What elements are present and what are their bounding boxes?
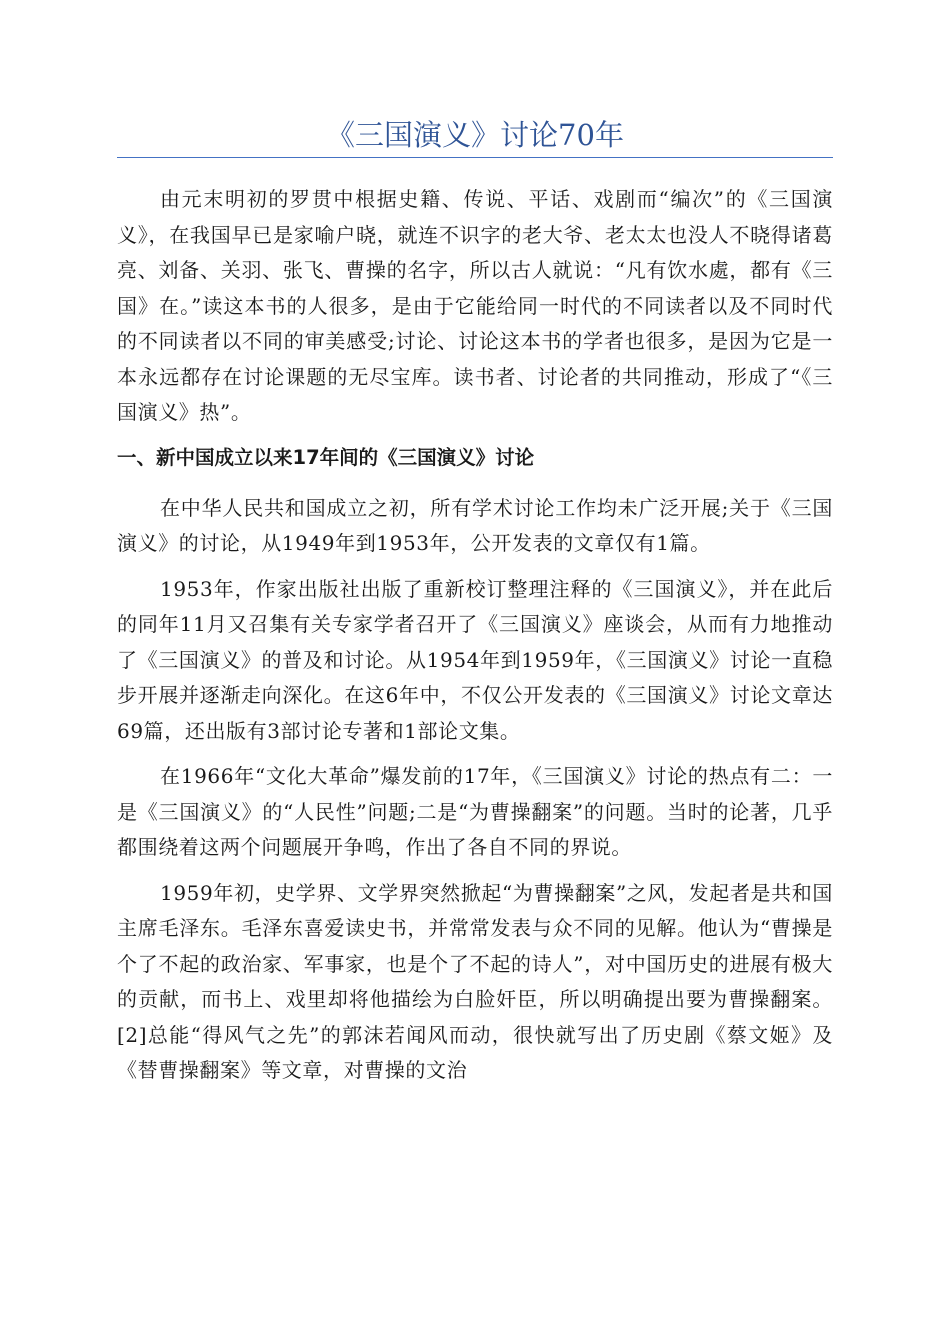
body-paragraph-3: 在1966年“文化大革命”爆发前的17年，《三国演义》讨论的热点有二：一是《三国演义》的“人民性”问题;二是“为曹操翻案”的问题。当时的论著，几乎都围绕着这两个问题展开争鸣，作出了各自不同的界说。 — [117, 764, 833, 859]
body-paragraph-4: 1959年初，史学界、文学界突然掀起“为曹操翻案”之风，发起者是共和国主席毛泽东。毛泽东喜爱读史书，并常常发表与众不同的见解。他认为“曹操是个了不起的政治家、军事家，也是个了不起的诗人”，对中国历史的进展有极大的贡献，而书上、戏里却将他描绘为白脸奸臣，所以明确提出要为曹操翻案。[2]总能“得风气之先”的郭沫若闻风而动，很快就写出了历史剧《蔡文姬》及《替曹操翻案》等文章，对曹操的文治 — [117, 880, 833, 1082]
title-underline-rule — [117, 157, 833, 158]
body-paragraph-2: 1953年，作家出版社出版了重新校订整理注释的《三国演义》，并在此后的同年11月又召集有关专家学者召开了《三国演义》座谈会，从而有力地推动了《三国演义》的普及和讨论。从1954年到1959年，《三国演义》讨论一直稳步开展并逐渐走向深化。在这6年中，不仅公开发表的《三国演义》讨论文章达69篇，还出版有3部讨论专著和1部论文集。 — [117, 576, 833, 743]
body-paragraph-1: 在中华人民共和国成立之初，所有学术讨论工作均未广泛开展;关于《三国演义》的讨论，从1949年到1953年，公开发表的文章仅有1篇。 — [117, 495, 833, 555]
document-page — [117, 0, 833, 1099]
section-heading: 一、新中国成立以来17年间的《三国演义》讨论 — [117, 445, 535, 469]
document-title: 《三国演义》讨论70年 — [326, 118, 624, 152]
intro-paragraph: 由元末明初的罗贯中根据史籍、传说、平话、戏剧而“编次”的《三国演义》，在我国早已是家喻户晓，就连不识字的老大爷、老太太也没人不晓得诸葛亮、刘备、关羽、张飞、曹操的名字，所以古人就说：“凡有饮水處，都有《三国》在。”读这本书的人很多，是由于它能给同一时代的不同读者以及不同时代的不同读者以不同的审美感受;讨论、讨论这本书的学者也很多，是因为它是一本永远都存在讨论课题的无尽宝库。读书者、讨论者的共同推动，形成了“《三国演义》热”。 — [117, 187, 833, 424]
